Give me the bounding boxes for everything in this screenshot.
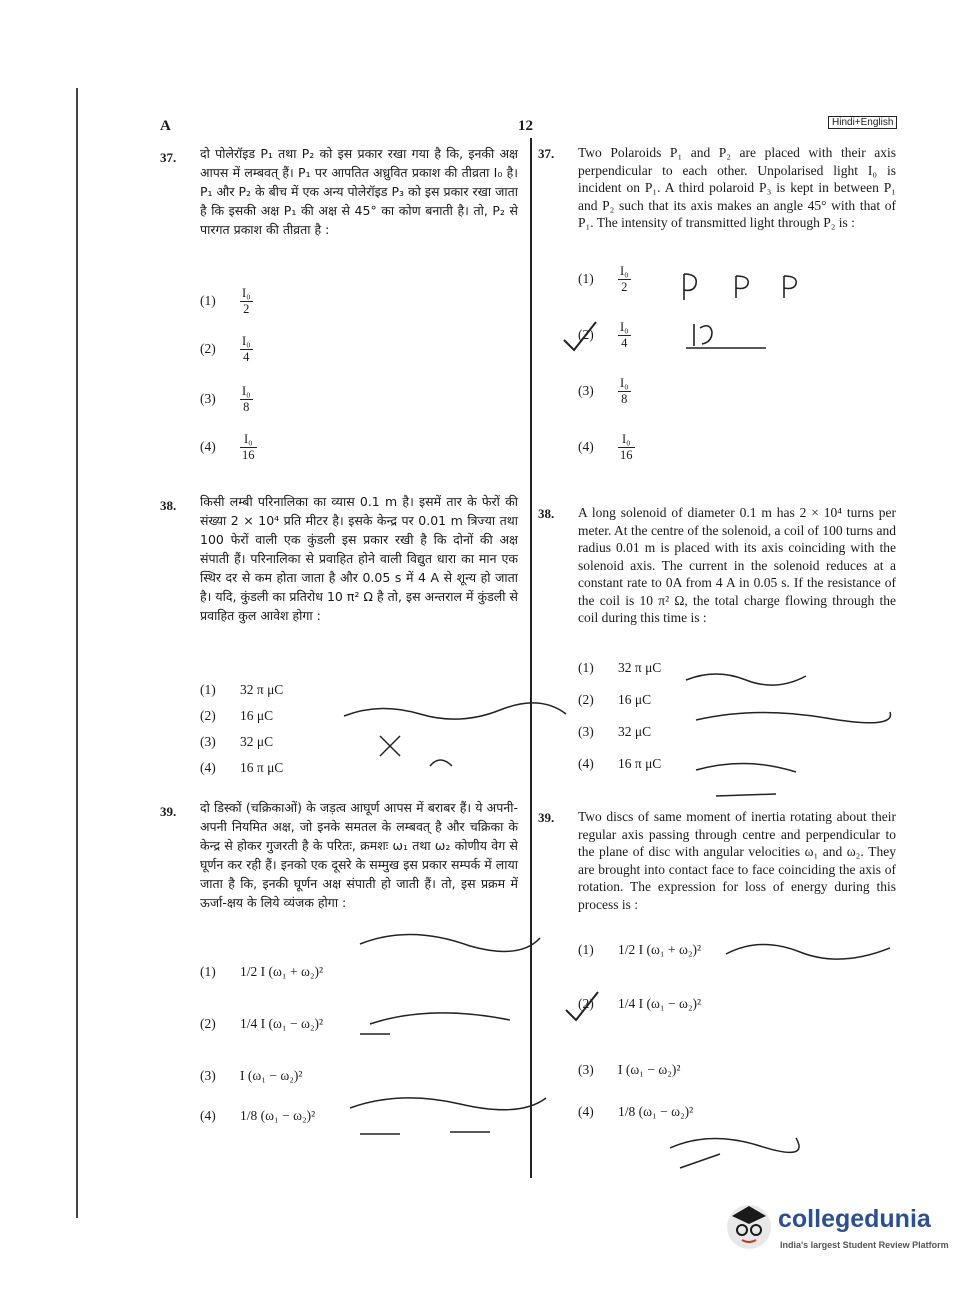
q39-option-2-english: (2) 1/4 I (ω₁ − ω₂)² <box>578 996 702 1011</box>
language-tag: Hindi+English <box>828 116 897 129</box>
q38-number-hindi: 38. <box>160 498 177 513</box>
q37-text-english: Two Polaroids P₁ and P₂ are placed with their axis perpendicular to each other. Unpolarised light I₀ is incident on P₁. A third polaroid P₃ is kept in between P₁ and P₂ such that its axis makes an angle 45° with that of P₁. The intensity of transmitted light through P₂ is : <box>578 145 896 230</box>
q39-number-hindi: 39. <box>160 804 177 819</box>
q39-option-1-english: (1) 1/2 I (ω₁ + ω₂)² <box>578 942 702 957</box>
q38-option-4-english: (4) 16 π μC <box>578 756 662 771</box>
q39-option-2-hindi: (2) 1/4 I (ω₁ − ω₂)² <box>200 1016 324 1031</box>
q39-option-1-hindi: (1) 1/2 I (ω₁ + ω₂)² <box>200 964 324 979</box>
q39-option-3-english: (3) I (ω₁ − ω₂)² <box>578 1062 681 1077</box>
paper-set-label: A <box>160 118 171 134</box>
q38-option-4-hindi: (4) 16 π μC <box>200 760 284 775</box>
q38-option-1-hindi: (1) 32 π μC <box>200 682 284 697</box>
logo-tagline: India's largest Student Review Platform <box>780 1240 949 1250</box>
q37-option-1-hindi: (1) $\frac{\text{I₀}}{2}$ <box>200 286 251 316</box>
q38-number-english: 38. <box>538 506 555 521</box>
q38-text-english: A long solenoid of diameter 0.1 m has 2 × 10⁴ turns per meter. At the centre of the solenoid, a coil of 100 turns and radius 0.01 m is placed with its axis coinciding with the solenoid axis. The current in the solenoid reduces at a constant rate to 0A from 4 A in 0.05 s. If the resistance of the coil is 10 π² Ω, the total charge flowing through the coil during this time is : <box>578 505 896 625</box>
handwritten-scribble <box>350 924 550 1074</box>
handwritten-scribble <box>340 696 570 776</box>
handwritten-scribble <box>720 930 900 970</box>
q38-option-3-english: (3) 32 μC <box>578 724 652 739</box>
q39-text-english: Two discs of same moment of inertia rotating about their regular axis passing through centre and perpendicular to the plane of disc with angular velocities ω₁ and ω₂. They are brought into contact face to face coinciding the axis of rotation. The expression for loss of energy during this process is : <box>578 809 896 912</box>
q39-option-4-hindi: (4) 1/8 (ω₁ − ω₂)² <box>200 1108 316 1123</box>
collegedunia-logo: collegedunia <box>778 1205 931 1233</box>
tick-mark-icon <box>560 318 600 358</box>
q38-option-1-english: (1) 32 π μC <box>578 660 662 675</box>
handwritten-scribble <box>660 1124 800 1174</box>
q37-number-hindi: 37. <box>160 150 177 165</box>
collegedunia-mascot-icon <box>724 1202 774 1252</box>
handwritten-scribble <box>340 1084 550 1144</box>
q38-option-3-hindi: (3) 32 μC <box>200 734 274 749</box>
q38-option-2-hindi: (2) 16 μC <box>200 708 274 723</box>
q37-option-3-english: (3) $\frac{\text{I₀}}{8}$ <box>578 376 629 406</box>
page-number: 12 <box>518 118 533 134</box>
q39-text-hindi: दो डिस्कों (चक्रिकाओं) के जड़त्व आघूर्ण आपस में बराबर हैं। ये अपनी-अपनी नियमित अक्ष, जो इनके समतल के लम्बवत् है और चक्रिका के केन्द्र से होकर गुजरती है के परितः, क्रमशः ω₁ तथा ω₂ कोणीय वेग से घूर्णन कर रही हैं। इनको एक दूसरे के सम्मुख इस प्रकार सम्पर्क में लाया जाता है कि, इनकी घूर्णन अक्ष संपाती हो जाती हैं। तो, इस प्रक्रम में ऊर्जा-क्षय के लिये व्यंजक होगा : <box>200 800 518 910</box>
margin-line <box>76 88 78 1218</box>
q37-option-4-hindi: (4) $\frac{\text{I₀}}{16}$ <box>200 432 255 462</box>
q39-number-english: 39. <box>538 810 555 825</box>
q39-option-4-english: (4) 1/8 (ω₁ − ω₂)² <box>578 1104 694 1119</box>
q39-option-3-hindi: (3) I (ω₁ − ω₂)² <box>200 1068 303 1083</box>
q37-number-english: 37. <box>538 146 555 161</box>
handwritten-scribble <box>676 660 896 810</box>
q38-text-hindi: किसी लम्बी परिनालिका का व्यास 0.1 m है। इसमें तार के फेरों की संख्या 2 × 10⁴ प्रति मीटर है। इसके केन्द्र पर 0.01 m त्रिज्या तथा 100 फेरों वाली एक कुंडली इस प्रकार रखी है कि दोनों की अक्ष संपाती हैं। परिनालिका से प्रवाहित होने वाली विद्युत धारा का मान एक स्थिर दर से कम होता जाता है और 0.05 s में 4 A से शून्य हो जाता है। यदि, कुंडली का प्रतिरोध 10 π² Ω है तो, इस अन्तराल में कुंडली से प्रवाहित कुल आवेश होगा : <box>200 494 518 623</box>
q37-text-hindi: दो पोलेरॉइड P₁ तथा P₂ को इस प्रकार रखा गया है कि, इनकी अक्ष आपस में लम्बवत् हैं। P₁ पर आपतित अध्रुवित प्रकाश की तीव्रता I₀ है। P₁ और P₂ के बीच में एक अन्य पोलेरॉइड P₃ को इस प्रकार रखा जाता है कि इसकी अक्ष P₁ की अक्ष से 45° का कोण बनाती है। तो, P₂ से पारगत प्रकाश की तीव्रता है : <box>200 146 518 237</box>
q37-option-3-hindi: (3) $\frac{\text{I₀}}{8}$ <box>200 384 251 414</box>
q37-option-4-english: (4) $\frac{\text{I₀}}{16}$ <box>578 432 633 462</box>
tick-mark-icon <box>562 988 602 1028</box>
q37-option-2-english: (2) $\frac{\text{I₀}}{4}$ <box>578 320 629 350</box>
q38-option-2-english: (2) 16 μC <box>578 692 652 707</box>
handwritten-scribble <box>676 268 826 378</box>
q37-option-1-english: (1) $\frac{\text{I₀}}{2}$ <box>578 264 629 294</box>
q37-option-2-hindi: (2) $\frac{\text{I₀}}{4}$ <box>200 334 251 364</box>
